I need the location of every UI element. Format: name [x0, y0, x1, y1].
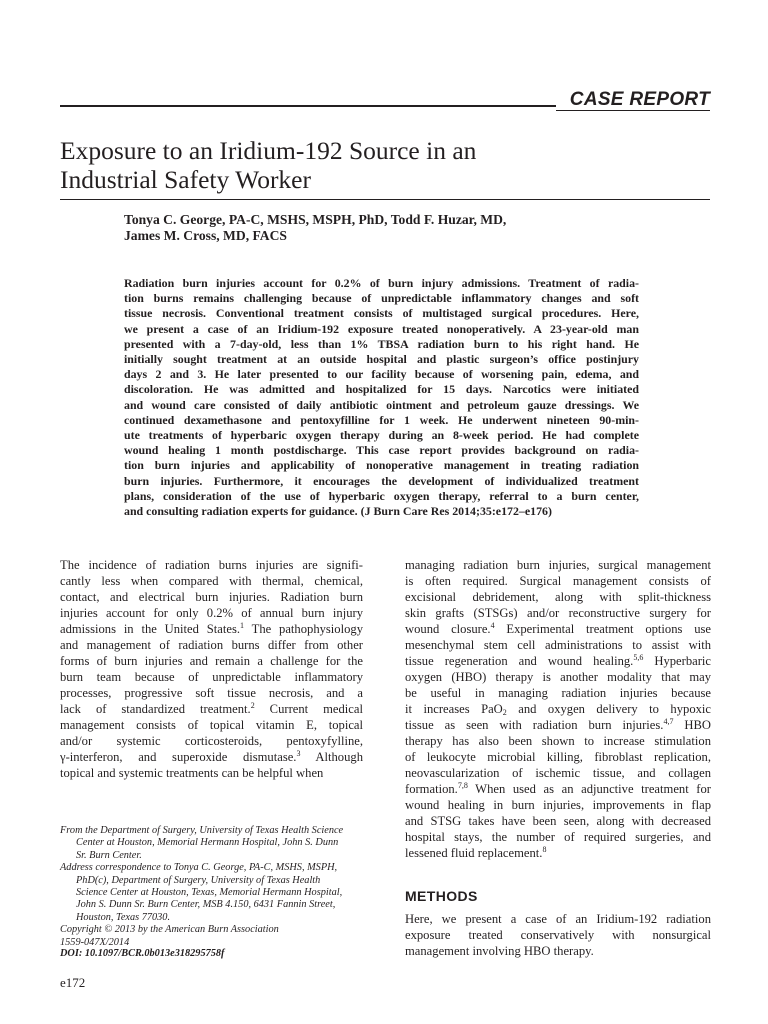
body-text: and oxygen delivery to hypoxic — [506, 702, 711, 716]
abstract-line: discoloration. He was admitted and hospitalized for 15 days. Narcotics were initiated — [124, 382, 639, 397]
body-text: Hyperbaric — [643, 654, 711, 668]
abstract-line: tion burn injuries and applicability of nonoperative management in treating radiation — [124, 458, 639, 473]
body-text: γ-interferon, and superoxide dismutase. — [60, 750, 297, 764]
author-line: Tonya C. George, PA-C, MSHS, MSPH, PhD, Todd F. Huzar, MD, — [124, 212, 507, 227]
doi: DOI: 10.1097/BCR.0b013e318295758f — [60, 948, 225, 959]
body-text: tissue as seen with radiation burn injuries. — [405, 718, 664, 732]
citation-ref: 4,7 — [663, 717, 674, 726]
body-line: and management of radiation burns differ from other — [60, 638, 363, 652]
author-list — [124, 212, 684, 244]
body-line: is often required. Surgical management consists of — [405, 574, 711, 588]
citation-ref: 7,8 — [457, 781, 468, 790]
citation-ref: 1 — [240, 621, 245, 630]
body-column-left — [60, 557, 363, 781]
body-line — [405, 717, 711, 733]
body-line: management involving HBO therapy. — [405, 944, 594, 958]
body-line: of leukocyte microbial killing, fibroblast replication, — [405, 750, 711, 764]
abstract-line: we present a case of an Iridium-192 exposure treated nonoperatively. A 23-year-old man — [124, 321, 639, 336]
body-text: wound closure. — [405, 622, 491, 636]
footnote-line: Center at Houston, Memorial Hermann Hospital, John S. Dunn — [76, 837, 339, 849]
abstract-line: days 2 and 3. He later presented to our facility because of worsening pain, edema, and — [124, 367, 639, 382]
citation-ref: 8 — [542, 845, 547, 854]
body-text: When used as an adjunctive treatment for — [467, 782, 711, 796]
footnote-line: Sr. Burn Center. — [76, 849, 142, 861]
abstract-line: continued dexamethasone and pentoxyfilline for 1 week. He underwent nineteen 90-min- — [124, 412, 639, 427]
subscript: 2 — [502, 708, 507, 717]
body-text: Although — [300, 750, 363, 764]
body-text: it increases PaO — [405, 702, 503, 716]
body-line — [60, 701, 363, 717]
footnote-line: Science Center at Houston, Texas, Memorial Hermann Hospital, — [76, 887, 343, 899]
affiliation-footnotes — [60, 825, 370, 949]
body-text: tissue regeneration and wound healing. — [405, 654, 634, 668]
body-text: lack of standardized treatment. — [60, 702, 251, 716]
body-line: processes, progressive soft tissue necrosis, and a — [60, 686, 363, 700]
body-line: forms of burn injuries and remain a challenge for the — [60, 654, 363, 668]
abstract-line: Radiation burn injuries account for 0.2% of burn injury admissions. Treatment of radia- — [124, 276, 639, 290]
abstract-line: tissue necrosis. Conventional treatment consists of multistaged surgical procedures. Here, — [124, 306, 639, 321]
body-line: managing radiation burn injuries, surgical management — [405, 558, 711, 572]
body-line — [60, 749, 363, 765]
citation-ref: 2 — [250, 701, 255, 710]
body-text: lessened fluid replacement. — [405, 846, 543, 860]
article-title — [60, 136, 680, 194]
body-line: mesenchymal stem cell administrations to assist with — [405, 638, 711, 652]
body-line — [405, 621, 711, 637]
header-rule-right — [556, 110, 710, 111]
citation-ref: 5,6 — [633, 653, 644, 662]
body-line: excisional debridement, along with split-thickness — [405, 590, 711, 604]
body-line — [60, 621, 363, 637]
body-line: and/or systemic corticosteroids, pentoxyfylline, — [60, 734, 363, 748]
body-text: formation. — [405, 782, 458, 796]
citation-ref: 4 — [490, 621, 495, 630]
footnote-line: John S. Dunn Sr. Burn Center, MSB 4.150, 6431 Fannin Street, — [76, 899, 336, 911]
body-line: oxygen (HBO) therapy is another modality that may — [405, 670, 711, 684]
body-line: wound healing in burn injuries, improvements in flap — [405, 798, 711, 812]
abstract-line: wound healing 1 month postdischarge. This case report provides background on radia- — [124, 443, 639, 458]
footnote-line: Houston, Texas 77030. — [76, 911, 171, 923]
title-rule — [60, 199, 710, 200]
title-line: Exposure to an Iridium-192 Source in an — [60, 136, 477, 165]
body-line: and STSG takes have been seen, along with decreased — [405, 814, 711, 828]
section-label: CASE REPORT — [569, 89, 710, 110]
abstract-line: and wound care consisted of daily antibiotic ointment and petroleum gauze dressings. We — [124, 397, 639, 412]
body-line: skin grafts (STSGs) and/or reconstructive surgery for — [405, 606, 711, 620]
abstract — [124, 276, 639, 519]
body-line — [405, 653, 711, 669]
body-text: Current medical — [254, 702, 363, 716]
body-line: exposure treated conservatively with nonsurgical — [405, 928, 711, 942]
abstract-line: and consulting radiation experts for guidance. (J Burn Care Res 2014;35:e172–e176) — [124, 504, 552, 519]
body-text: Experimental treatment options use — [494, 622, 712, 636]
abstract-line: burn injuries. Furthermore, it encourages the development of individualized treatment — [124, 473, 639, 488]
header-rule — [60, 105, 556, 107]
body-line: Here, we present a case of an Iridium-192 radiation — [405, 912, 711, 926]
body-line: burn team because of unpredictable inflammatory — [60, 670, 363, 684]
body-column-right — [405, 557, 711, 861]
footnote-line: From the Department of Surgery, University of Texas Health Science — [60, 825, 344, 836]
body-line — [405, 701, 711, 717]
footnote-line: 1559-047X/2014 — [60, 936, 130, 948]
body-line: neovascularization of ischemic tissue, and collagen — [405, 766, 711, 780]
abstract-line: presented with a 7-day-old, less than 1% TBSA radiation burn to his right hand. He — [124, 336, 639, 351]
body-line — [405, 845, 711, 861]
body-text: The pathophysiology — [244, 622, 363, 636]
methods-heading: METHODS — [405, 888, 478, 904]
page-number: e172 — [60, 975, 86, 990]
body-line: be useful in managing radiation injuries because — [405, 686, 711, 700]
body-text: HBO — [673, 718, 711, 732]
body-line: hospital stays, the number of required surgeries, and — [405, 830, 711, 844]
body-text: admissions in the United States. — [60, 622, 241, 636]
footnote-line: PhD(c), Department of Surgery, University of Texas Health — [76, 874, 321, 886]
body-line: injuries account for only 0.2% of annual burn injury — [60, 606, 363, 620]
citation-ref: 3 — [296, 749, 301, 758]
body-line: topical and systemic treatments can be helpful when — [60, 766, 324, 780]
body-line: therapy has also been shown to increase stimulation — [405, 734, 711, 748]
footnote-line: Copyright © 2013 by the American Burn Association — [60, 924, 279, 936]
abstract-line: tion burns remains challenging because of unpredictable inflammatory changes and soft — [124, 291, 639, 306]
body-line: The incidence of radiation burns injuries are signifi- — [60, 558, 363, 572]
methods-paragraph — [405, 911, 711, 959]
title-line: Industrial Safety Worker — [60, 165, 311, 194]
body-line: contact, and electrical burn injuries. Radiation burn — [60, 590, 363, 604]
abstract-line: initially sought treatment at an outside hospital and plastic surgeon’s office postinjury — [124, 352, 639, 367]
body-line: management consists of topical vitamin E, topical — [60, 718, 363, 732]
abstract-line: plans, consideration of the use of hyperbaric oxygen therapy, referral to a burn center, — [124, 488, 639, 503]
footnote-line: Address correspondence to Tonya C. George, PA-C, MSHS, MSPH, — [60, 862, 338, 874]
body-line: cantly less when compared with thermal, chemical, — [60, 574, 363, 588]
author-line: James M. Cross, MD, FACS — [124, 228, 287, 243]
abstract-line: ute treatments of hyperbaric oxygen therapy during an 8-week period. He had complete — [124, 428, 639, 443]
body-line — [405, 781, 711, 797]
